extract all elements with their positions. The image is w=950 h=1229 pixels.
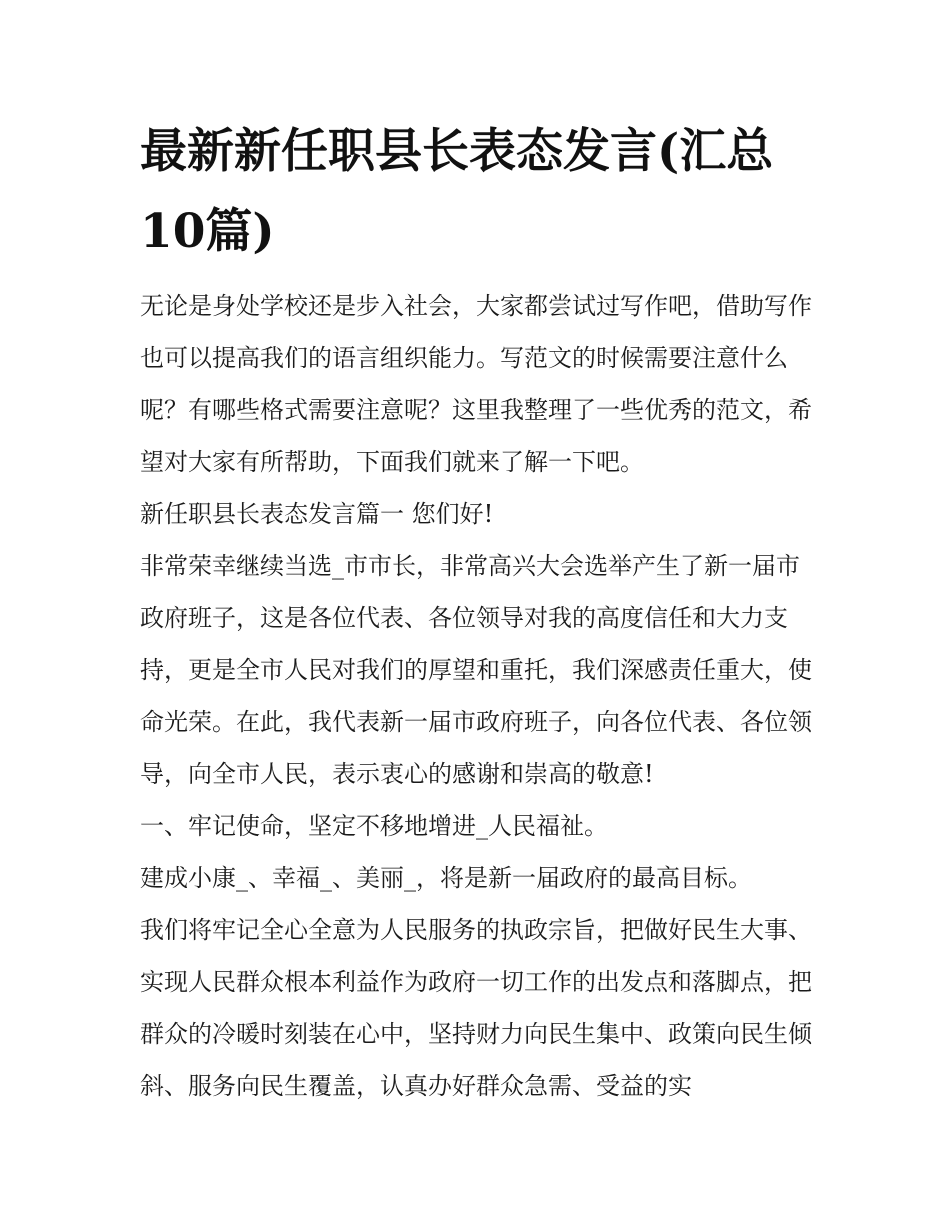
body-paragraph: 我们将牢记全心全意为人民服务的执政宗旨，把做好民生大事、实现人民群众根本利益作为政府一切工作的出发点和落脚点，把群众的冷暖时刻装在心中，坚持财力向民生集中、政策向民生倾斜、服务向民生覆盖，认真办好群众急需、受益的实 [140, 916, 812, 1100]
body-paragraph: 非常荣幸继续当选_市市长，非常高兴大会选举产生了新一届市政府班子，这是各位代表、各位领导对我的高度信任和大力支持，更是全市人民对我们的厚望和重托，我们深感责任重大，使命光荣。在此，我代表新一届市政府班子，向各位代表、各位领导，向全市人民，表示衷心的感谢和崇高的敬意! [140, 552, 812, 788]
numbered-heading-paragraph: 一、牢记使命，坚定不移地增进_人民福祉。 [140, 812, 608, 840]
body-paragraph: 建成小康_、幸福_、美丽_，将是新一届政府的最高目标。 [140, 864, 752, 892]
intro-paragraph: 无论是身处学校还是步入社会，大家都尝试过写作吧，借助写作也可以提高我们的语言组织能力。写范文的时候需要注意什么呢？有哪些格式需要注意呢？这里我整理了一些优秀的范文，希望对大家有所帮助，下面我们就来了解一下吧。 [140, 292, 812, 476]
section-heading-paragraph: 新任职县长表态发言篇一 您们好! [140, 500, 494, 528]
document-title: 最新新任职县长表态发言(汇总10篇) [140, 124, 774, 259]
document-body [140, 280, 820, 1112]
